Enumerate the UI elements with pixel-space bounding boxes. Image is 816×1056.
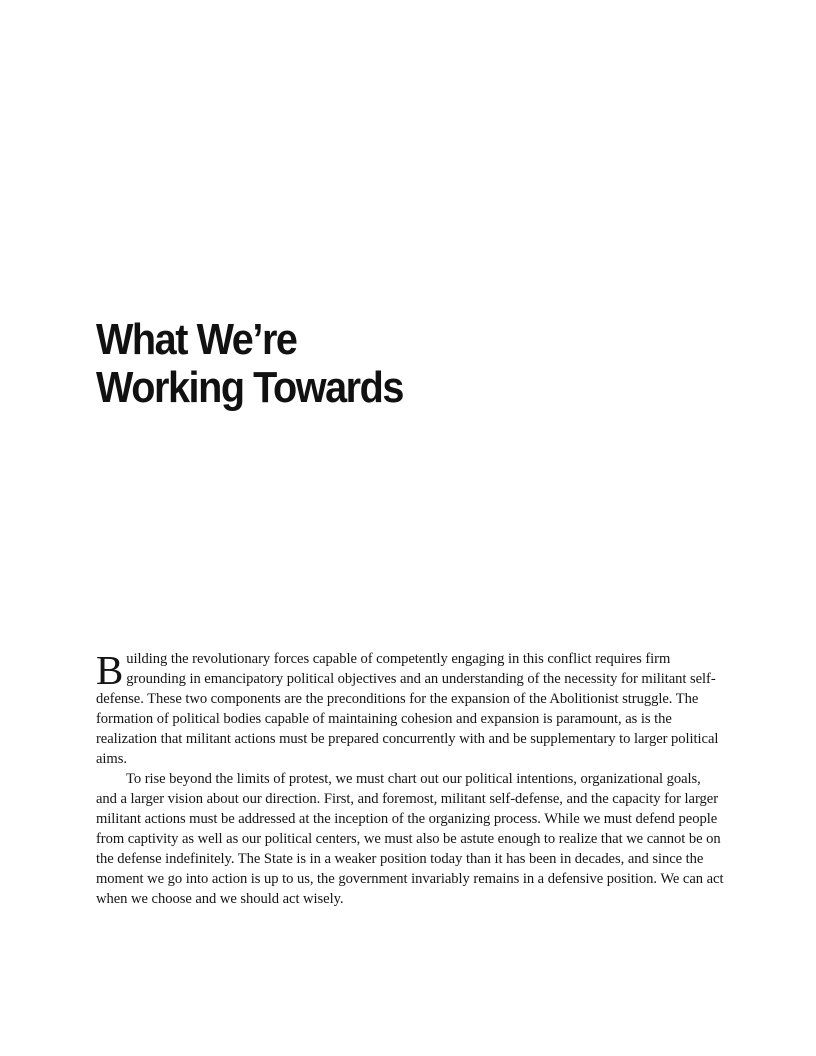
drop-cap: B	[96, 647, 124, 693]
paragraph-2	[96, 769, 724, 909]
chapter-title-line-2: Working Towards	[96, 363, 403, 412]
paragraph-1-text: uilding the revolutionary forces capable of competently engaging in this conflict requires firm grounding in emancipatory political objectives and an understanding of the necessity for militant self-defense. These two components are the preconditions for the expansion of the Abolitionist struggle. The formation of political bodies capable of maintaining cohesion and expansion is paramount, as is the realization that militant actions must be prepared concurrently with and be supplementary to larger political aims.	[96, 651, 719, 767]
body-text	[96, 649, 724, 909]
chapter-title	[96, 316, 672, 412]
paragraph-2-text: To rise beyond the limits of protest, we must chart out our political intentions, organizational goals, and a larger vision about our direction. First, and foremost, militant self-defense, and the capacity for larger militant actions must be addressed at the inception of the organizing process. While we must defend people from captivity as well as our political centers, we must also be astute enough to realize that we cannot be on the defense indefinitely. The State is in a weaker position today than it has been in decades, and since the moment we go into action is up to us, the government invariably remains in a defensive position. We can act when we choose and we should act wisely.	[96, 771, 724, 907]
chapter-title-line-1: What We’re	[96, 315, 297, 364]
paragraph-1	[96, 649, 724, 769]
